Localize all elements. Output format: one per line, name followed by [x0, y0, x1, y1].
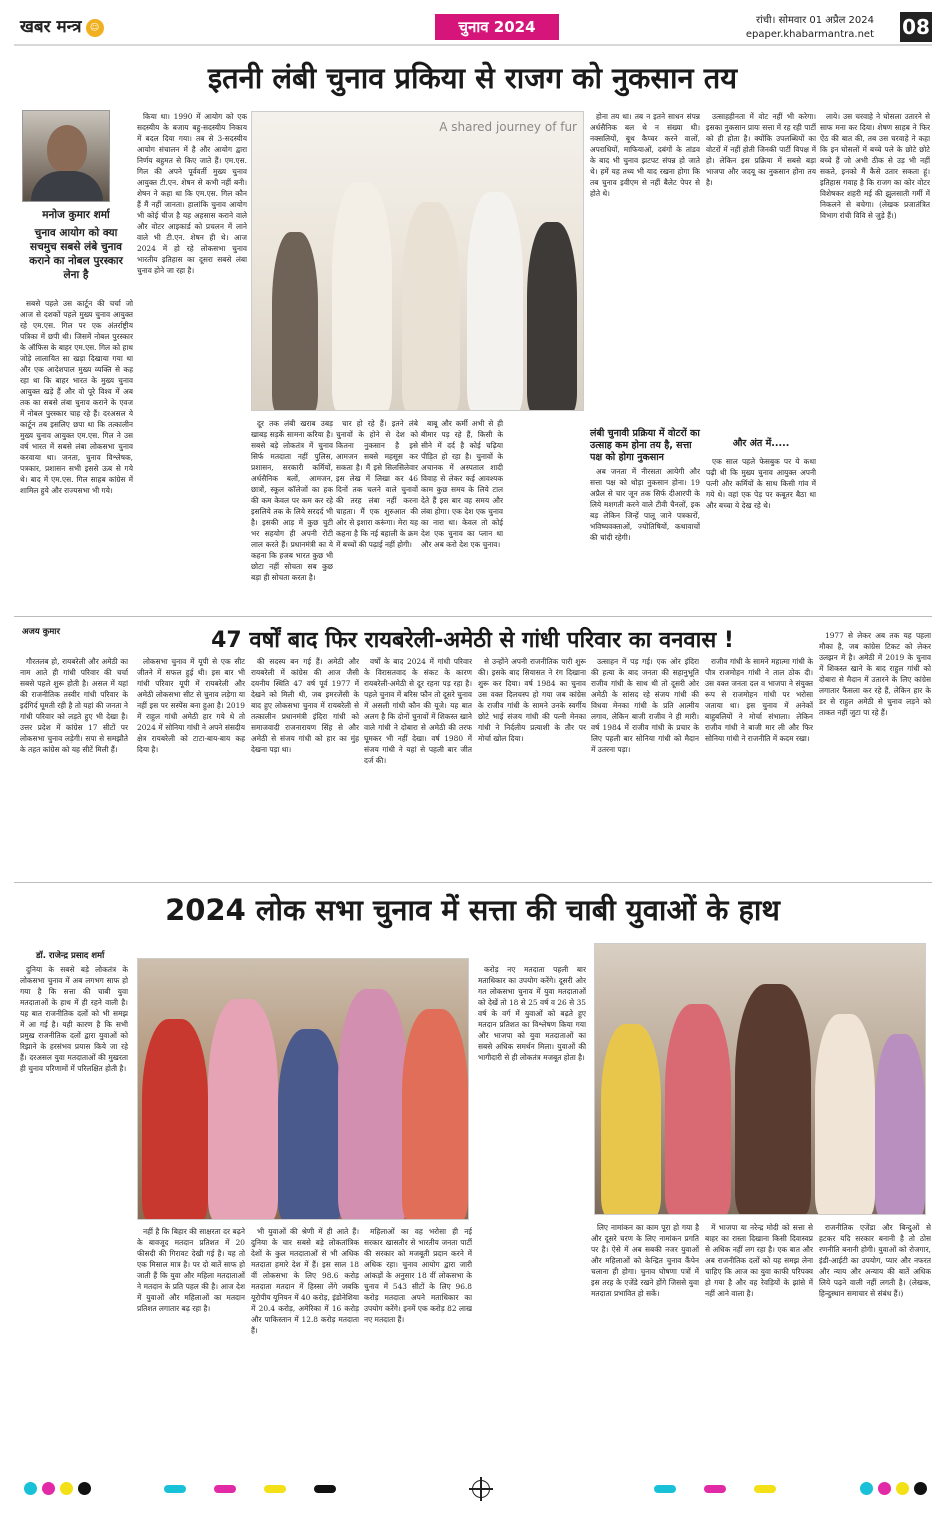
- photo-figure: [338, 989, 408, 1220]
- yellow-dot-icon: [60, 1482, 73, 1495]
- story2-column-1: गौरतलब हो, रायबरेली और अमेठी का नाम आते ही गांधी परिवार की चर्चा सबसे पहले शुरू होती है। असल में यहां की राजनीतिक तस्वीर गांधी परिवार के इर्दगिर्द घूमती रही है तो यहां की जनता ने गांधी परिवार को लड़ते हुए भी देखा है। उत्तर प्रदेश में कांग्रेस 17 सीटों पर लोकसभा चुनाव लड़ेगी। सपा से समझौते के तहत कांग्रेस को यह सीटें मिली हैं।: [20, 657, 128, 754]
- story2-byline: अजय कुमार: [22, 627, 60, 637]
- photo-figure: [402, 1009, 468, 1220]
- page-number: 08: [900, 12, 932, 42]
- photo-figure: [402, 202, 460, 411]
- photo-figure: [208, 999, 278, 1220]
- photo-figure: [467, 192, 523, 411]
- photo-figure: [735, 984, 811, 1215]
- story3-column-8: राजनीतिक एजेंडा और बिन्दुओं से हटकर यदि सरकार बनानी है तो ठोस रणनीति बनानी होगी। युवाओं को रोजगार, इंडी-आईटी का उपयोग, प्यार और नफरत और न्याय और अन्याय की बातें अधिक लिये पढ़ने वाली नहीं लगती है। (लेखक, हिन्दुस्थान समाचार से संबंध हैं।): [819, 1223, 931, 1298]
- story3-byline: डॉ. राजेन्द्र प्रसाद शर्मा: [36, 951, 105, 961]
- story2-column-7: राजीव गांधी के सामने महात्मा गांधी के पौत्र राजमोहन गांधी ने ताल ठोक दी। उस वक्त जनता दल व भाजपा ने संयुक्त रूप से राजमोहन गांधी पर भरोसा जताया था। इस चुनाव में अनेकों बाहुबलियों ने मोर्चा संभाला। लेकिन राजीव गांधी ने बाजी मार ली और फिर सोनिया गांधी ने राजनीति में कदम रखा।: [705, 657, 813, 743]
- section-divider: [14, 616, 932, 617]
- photo-figure: [278, 1029, 342, 1220]
- dateline: [746, 14, 874, 42]
- story3-column-4: करोड़ नए मतदाता पहली बार मताधिकार का उपयोग करेंगे। दूसरी ओर गत लोकसभा चुनाव में युवा मतदाताओं को देखें तो 18 से 25 वर्ष व 26 से 35 वर्ष के वर्ग में युवाओं को बढ़ते हुए मतदान प्रतिशत का विश्लेषण किया गया और भाजपा को युवा मतदाताओं का सबसे अधिक समर्थन मिला। युवाओं की भागीदारी से ही लोकतंत्र मजबूत होता है।: [478, 965, 586, 1062]
- photo-figure: [332, 182, 392, 411]
- magenta-bar-icon: [214, 1485, 236, 1493]
- story1-column-4: चार हो रहे हैं। इतने लंबे चुनावों के होने से देश को कितना नुकसान है इसे आमजन सबसे महसूस कर सकता है। मैं इसे सिलसिलेवार इस लेख में लिखा कर 46 दिनों तक चलने वाले चुनावों की तरह लंबा नहीं करना चाहता। मैं एक शुरुआत की ओर से इशारा करूंगा। मेरा यह कहना है कि नई बहाली के क्रम में बच्चों की पढ़ाई नहीं होगी।: [336, 419, 418, 549]
- story3-column-7: में भाजपा या नरेन्द्र मोदी को सत्ता से बाहर का रास्ता दिखाना किसी दिवास्वप्न से अधिक नहीं लग रहा है। एक बात और अब राजनीतिक दलों को यह समझ लेना चाहिए कि आज का युवा काफी परिपक्व हो गया है और वह रेवड़ियों के झांसे में नहीं आने वाला है।: [705, 1223, 813, 1298]
- brand-logo-icon: ☺: [86, 19, 104, 37]
- story3-photo-young-women: [594, 943, 926, 1215]
- story1-column-2: किया था। 1990 में आयोग को एक सदस्यीय के बजाय बहु-सदस्यीय निकाय में बदल दिया गया। तब से 3-सदस्यीय आयोग संचालन में है और आयोग द्वारा निर्णय बहुमत से किए जाते हैं। एम.एस. गिल की अपने पूर्ववर्ती मुख्य चुनाव आयुक्त टी.एन. शेषन से कभी नहीं बनी। शेषन ने कहा था कि एम.एस. गिल कौन हैं मैं नहीं जानता। हालांकि चुनाव आयोग भी कोई चीज है यह अहसास कराने वाले और वोटर आइकार्ड को प्रचलन में लाने वाले भी टी.एन. शेषन ही थे। आज 2024 में हो रहे लोकसभा चुनाव भारतीय इतिहास का दूसरा सबसे लंबा चुनाव होने जा रहा है।: [137, 112, 247, 275]
- yellow-dot-icon: [896, 1482, 909, 1495]
- brand-name: खबर मन्त्र ☺: [20, 14, 104, 37]
- story2-column-3: की सदस्य बन गई हैं। अमेठी और रायबरेली में कांग्रेस की आज जैसी दयनीय स्थिति 47 वर्ष पूर्व 1977 में देखने को मिली थी, जब इमरजेंसी के बाद हुए लोकसभा चुनाव में रायबरेली से तत्कालीन प्रधानमंत्री इंदिरा गांधी को समाजवादी राजनारायण सिंह से और अमेठी से संजय गांधी को हार का मुंह देखना पड़ा था।: [251, 657, 359, 754]
- author-photo: [22, 110, 110, 202]
- story1-column-7b: एक साल पहले फेसबुक पर ये कथा पढ़ी थी कि मुख्य चुनाव आयुक्त अपनी पत्नी और कर्मियों के साथ किसी गांव में गये थे। वहां एक पेड़ पर कबूतर बैठा था और बच्चा ये देख रहे थे।: [706, 457, 816, 510]
- story3-column-6: लिए नामांकन का काम पूरा हो गया है और दूसरे चरण के लिए नामांकन प्रगति पर है। ऐसे में अब सबकी नजर युवाओं और महिलाओं को केन्द्रित चुनाव कैंपेन चलाना ही होगा। चुनाव घोषणा पत्रों में इस तरह के एजेंडे रखने होंगे जिससे युवा मतदाता प्रभावित हो सकें।: [591, 1223, 699, 1298]
- site-url: epaper.khabarmantra.net: [745, 29, 874, 40]
- story1-column-3: दूर तक लंबी खराब उबड़ खाबड़ सड़केंं सामना करिया है। सबसे बड़े लोकतंत्र में चुनाव सिर्फ मतदाता नहीं पुलिस, प्रशासन, सरकारी कर्मियों, अर्धसैनिक बलों, आमजन, छात्रों, स्कूल कॉलेजों का हक की कम केवल पर कम कर रहे इसलिये तक के लिये सरदर्द भी है। इसकी आड़ में कुछ चुटी भर सहयोग ही अपनी रोटी लाल करते हैं। प्रधानमंत्री का ये कहना कि हजब भारत कुछ भी छोटा नहीं सोचता सब कुछ बड़ा ही सोचता करता है।: [251, 419, 333, 582]
- cyan-dot-icon: [860, 1482, 873, 1495]
- story2-column-6: उत्साहन में पड़ गई। एक ओर इंदिरा की हत्या के बाद जनता की सहानुभूति राजीव गांधी के साथ थी तो दूसरी ओर अमेठी के सांसद रहे संजय गांधी की विधवा मेनका गांधी के प्रति आत्मीय लगाव, लेकिन बाजी राजीव ने ही मारी। वर्ष 1984 में राजीव गांधी के प्रचार के लिए पहली बार सोनिया गांधी को मैदान में उतरना पड़ा।: [591, 657, 699, 754]
- story1-column-6b: अब जनता में नीरसता आयेगी और सत्ता पक्ष को थोड़ा नुकसान होना। 19 अप्रैल से चार जून तक सिर्फ दीआरपी के लिये मशगती करने वाले टीवी चैनलों, इक बड़ लेकिन जिन्हें पालू जाने पत्रकारों, भविष्यवक्ताओं, ज्योतिषियों, कथावाचों की चांदी रहेगी।: [590, 467, 700, 542]
- story3-column-5: महिलाओं का वह भरोसा ही नई सरकार खासतौर से भारतीय जनता पार्टी की सरकार को मजबूती प्रदान करने में अधिक रहा। चुनाव आयोग द्वारा जारी आंकड़ों के अनुसार 18 वीं लोकसभा के चुनाव में 543 सीटों के लिए 96.8 करोड़ मतदाता अपने मताधिकार का उपयोग करेंगे। इनमें एक करोड़ 82 लाख नए मतदाता हैं।: [364, 1227, 472, 1324]
- story3-column-1: दुनिया के सबसे बड़े लोकतंत्र के लोकसभा चुनाव में अब लगभग साफ हो गया है कि सत्ता की चाबी युवा मतदाताओं के हाथ में ही रहने वाली है। यह बात राजनीतिक दलों को भी समझ में आ गई है। यही कारण है कि सभी प्रमुख राजनीतिक दलों द्वारा युवाओं को रिझाने के हरसंभव प्रयास किये जा रहे हैं। दरअसल युवा मतदाताओं की मुखरता ही चुनाव परिणामों में परिलक्षित होती है।: [20, 965, 128, 1073]
- story3-column-2: नहीं है कि बिहार की साक्षरता दर बढ़ने के बावजूद मतदान प्रतिशत में 20 फीसदी की गिरावट देखी गई है। यह तो एक मिसाल मात्र है। पर दो बातें साफ हो जाती हैं कि युवा और महिला मतदाताओं ने मतदान के प्रति पहल की है। आज देश में युवाओं और महिलाओं का मतदान प्रतिशत लगातार बढ़ रहा है।: [137, 1227, 245, 1313]
- magenta-bar-icon: [704, 1485, 726, 1493]
- photo-figure: [815, 1014, 875, 1215]
- author-head-shape: [47, 125, 87, 173]
- cyan-bar-icon: [654, 1485, 676, 1493]
- story1-column-8: लाये। उस चरवाहे ने घोसला उतारने से साफ मना कर दिया। शेषण साहब ने फिर ऐंठ की बात की, तब उस चरवाहे ने कहा कि इन घोसलों में बच्चे पले के छोटे छोटे बच्चे हैं जो अभी ठीक से उड़ भी नहीं सकते, इनको मैं कैसे उतार सकता हूं। इतिहास गवाह है कि राजग का कोर वोटर विशेषकर शहरी मई की झुलसाती गर्मी में निकलने से बचेगा। (लेखक प्रजातंत्रित विभाग रांची विवि से जुड़े हैं।): [820, 112, 930, 220]
- story1-column-5: बाबू और कर्मी अभी से ही बीमार पड़ रहे हैं, किसी के सीने में दर्द है कोई चढ़िया पीड़ित हो रहा है। चुनावों के अचानक में अस्पताल शादी विवाह से लेकर कई आवश्यक काम कुछ समय के लिये टाल देते हैं इस बार वह समय और लंबा होगा। एक देश एक चुनाव का नारा था। केवल तो कोई देश एक चुनाव का प्लान था और अब करो देश एक चुनाव।: [421, 419, 503, 549]
- story1-headline: इतनी लंबी चुनाव प्रकिया से राजग को नुकसान तय: [207, 61, 738, 95]
- crosshair-icon: [472, 1480, 490, 1498]
- masthead: [14, 10, 932, 46]
- photo-figure: [601, 1024, 661, 1215]
- cyan-dot-icon: [24, 1482, 37, 1495]
- magenta-dot-icon: [42, 1482, 55, 1495]
- story1-subhead-2: और अंत में.....: [732, 438, 790, 449]
- story1-pullquote: चुनाव आयोग को क्या सचमुच सबसे लंबे चुनाव कराने का नोबल पुरस्कार लेना है: [29, 227, 123, 281]
- story2-column-8: 1977 से लेकर अब तक यह पहला मौका है, जब कांग्रेस टिकट को लेकर उलझन में है। अमेठी में 2019 के चुनाव में शिकस्त खाने के बाद राहुल गांधी को दोबारा से मैदान में उतारने के लिए कांग्रेस लगातार फैसला कर रहे हैं, लेकिन हार के डर से राहुल अमेठी से चुनाव लड़ने को ताकत नहीं जुटा पा रहे हैं।: [819, 631, 931, 717]
- story1-subhead-1: लंबी चुनावी प्रक्रिया में वोटरों का उत्साह कम होना तय है, सत्ता पक्ष को होगा नुकसान: [590, 428, 700, 463]
- photo-caption-overlay: A shared journey of fur: [439, 120, 577, 134]
- story1-column-7: उत्साहहीनता में वोट नहीं भी करेगा। इसका नुकसान प्रायः सत्ता में रह रही पार्टी को ही होता है। क्योंकि उपलब्धियों का वोटरों में नहीं होती जिनकी पार्टी विपक्ष में हो। लेकिन इस प्रक्रिया में सबसे बड़ा भाजपा और जदयू का नुकसान होना तय है।: [706, 112, 816, 187]
- photo-figure: [142, 1019, 208, 1220]
- photo-figure: [875, 1034, 925, 1215]
- story1-column-1: सबसे पहले उस कार्टून की चर्चा जो आज से दशकों पहले मुख्य चुनाव आयुक्त रहे एम.एस. गिल पर एक अंतर्राष्ट्रीय पत्रिका में छपी थी। जिसमें नोबल पुरस्कार के ऑफिस के बाहर एम.एस. गिल को हाथ जोड़े लालायित सा खड़ा दिखाया गया था और एक आदेशपाल मुख्य व्यक्ति से कह रहा था कि बाहर भारत के मुख्य चुनाव आयुक्त खड़े हैं और वो पूरे विश्व में अब तक का सबसे लंबा चुनाव कराने के एवज में नोबल पुरस्कार चाह रहे हैं। दरअसल ये कार्टून तब इसलिए छपा था कि तत्कालीन मुख्य चुनाव आयुक्त एम.एस. गिल ने उस वर्ष भारत में सबसे लंबा लोकसभा चुनाव करवाया था। जनता, चुनाव विश्लेषक, पत्रकार, प्रशासन सभी इससे ऊब से गये थे। बाद में एम.एस. गिल साहब कांग्रेस में शामिल हुये और राज्यसभा भी गये।: [20, 299, 133, 495]
- story2-column-2: लोकसभा चुनाव में यूपी से एक सीट जीतने में सफल हुई थी। इस बार भी गांधी परिवार यूपी में रायबरेली और अमेठी लोकसभा सीट से चुनाव लड़ेगा या नहीं इस पर सस्पेंस बना हुआ है। 2019 में राहुल गांधी अमेठी हार गये थे तो 2024 में सोनिया गांधी ने अपने संसदीय क्षेत्र रायबरेली को टाटा-बाय-बाय कह दिया है।: [137, 657, 245, 754]
- date-text: रांची। सोमवार 01 अप्रैल 2024: [756, 15, 874, 26]
- story1-photo: [251, 111, 584, 411]
- story2-column-5: से उन्होंने अपनी राजनीतिक पारी शुरू की। इसके बाद सियासत ने रंग दिखाना शुरू कर दिया। वर्ष 1984 का चुनाव उस वक्त दिलचस्प हो गया जब कांग्रेस के राजीव गांधी के सामने उनके स्वर्गीय छोटे भाई संजय गांधी की पत्नी मेनका गांधी ने निर्दलीय प्रत्याशी के तौर पर मोर्चा खोल दिया।: [478, 657, 586, 743]
- black-dot-icon: [914, 1482, 927, 1495]
- print-registration-marks: [14, 1478, 932, 1500]
- story1-author: मनोज कुमार शर्मा: [42, 209, 110, 221]
- cyan-bar-icon: [164, 1485, 186, 1493]
- black-bar-icon: [314, 1485, 336, 1493]
- photo-figure: [527, 222, 577, 411]
- magenta-dot-icon: [878, 1482, 891, 1495]
- photo-figure: [665, 1004, 731, 1215]
- story3-column-3: भी युवाओं की श्रेणी में ही आते हैं। दुनिया के चार सबसे बड़े लोकतांत्रिक देशों के कुल मतदाताओं से भी अधिक मतदाता हमारे देश में हैं। इस साल 18 वीं लोकसभा के लिए 98.6 करोड़ मतदाता मतदान में हिस्सा लेंगे जबकि यूरोपीय यूनियन में 40 करोड़, इंडोनेशिया में 20.4 करोड़, अमेरिका में 16 करोड़ और पाकिस्तान में 12.8 करोड़ मतदाता हैं।: [251, 1227, 359, 1335]
- photo-figure: [272, 232, 318, 411]
- story2-column-4: वर्षों के बाद 2024 में गांधी परिवार के विरासतवाद के संकट के कारण रायबरेली-अमेठी से दूर रहना पड़ रहा है। पहले चुनाव में बरिस फौन तो दूसरे चुनाव में असली गांधी कौन की यूजे। यह बात अलग है कि दोनों चुनावों में शिकस्त खाने वाले गांधी ने दोबारा से अमेठी की तरफ घूमकर भी नहीं देखा। वर्ष 1980 में संजय गांधी ने यहां से पहली बार जीत दर्ज की।: [364, 657, 472, 765]
- story1-column-6: होना तय था। तब न इतने साधन संपन्न अर्धसैनिक बल थे न संख्या थी। नक्सलियों, बूथ कैप्चर करने वालों, अपराधियों, माफियाओं, दबंगों के तांडव के बाद भी चुनाव झटपट संपन्न हो जाते थे। हमें यह तथ्य भी याद रखना होगा कि तब चुनाव इवीएम से नहीं बैलेट पेपर से होते थे।: [590, 112, 700, 198]
- yellow-bar-icon: [754, 1485, 776, 1493]
- section-divider: [14, 882, 932, 883]
- story3-headline: 2024 लोक सभा चुनाव में सत्ता की चाबी युवाओं के हाथ: [165, 893, 780, 927]
- section-tag: चुनाव 2024: [435, 14, 559, 40]
- story2-headline: 47 वर्षों बाद फिर रायबरेली-अमेठी से गांधी परिवार का वनवास !: [211, 628, 734, 653]
- author-body-shape: [31, 171, 103, 202]
- story3-photo-voters: [137, 958, 469, 1220]
- black-dot-icon: [78, 1482, 91, 1495]
- yellow-bar-icon: [264, 1485, 286, 1493]
